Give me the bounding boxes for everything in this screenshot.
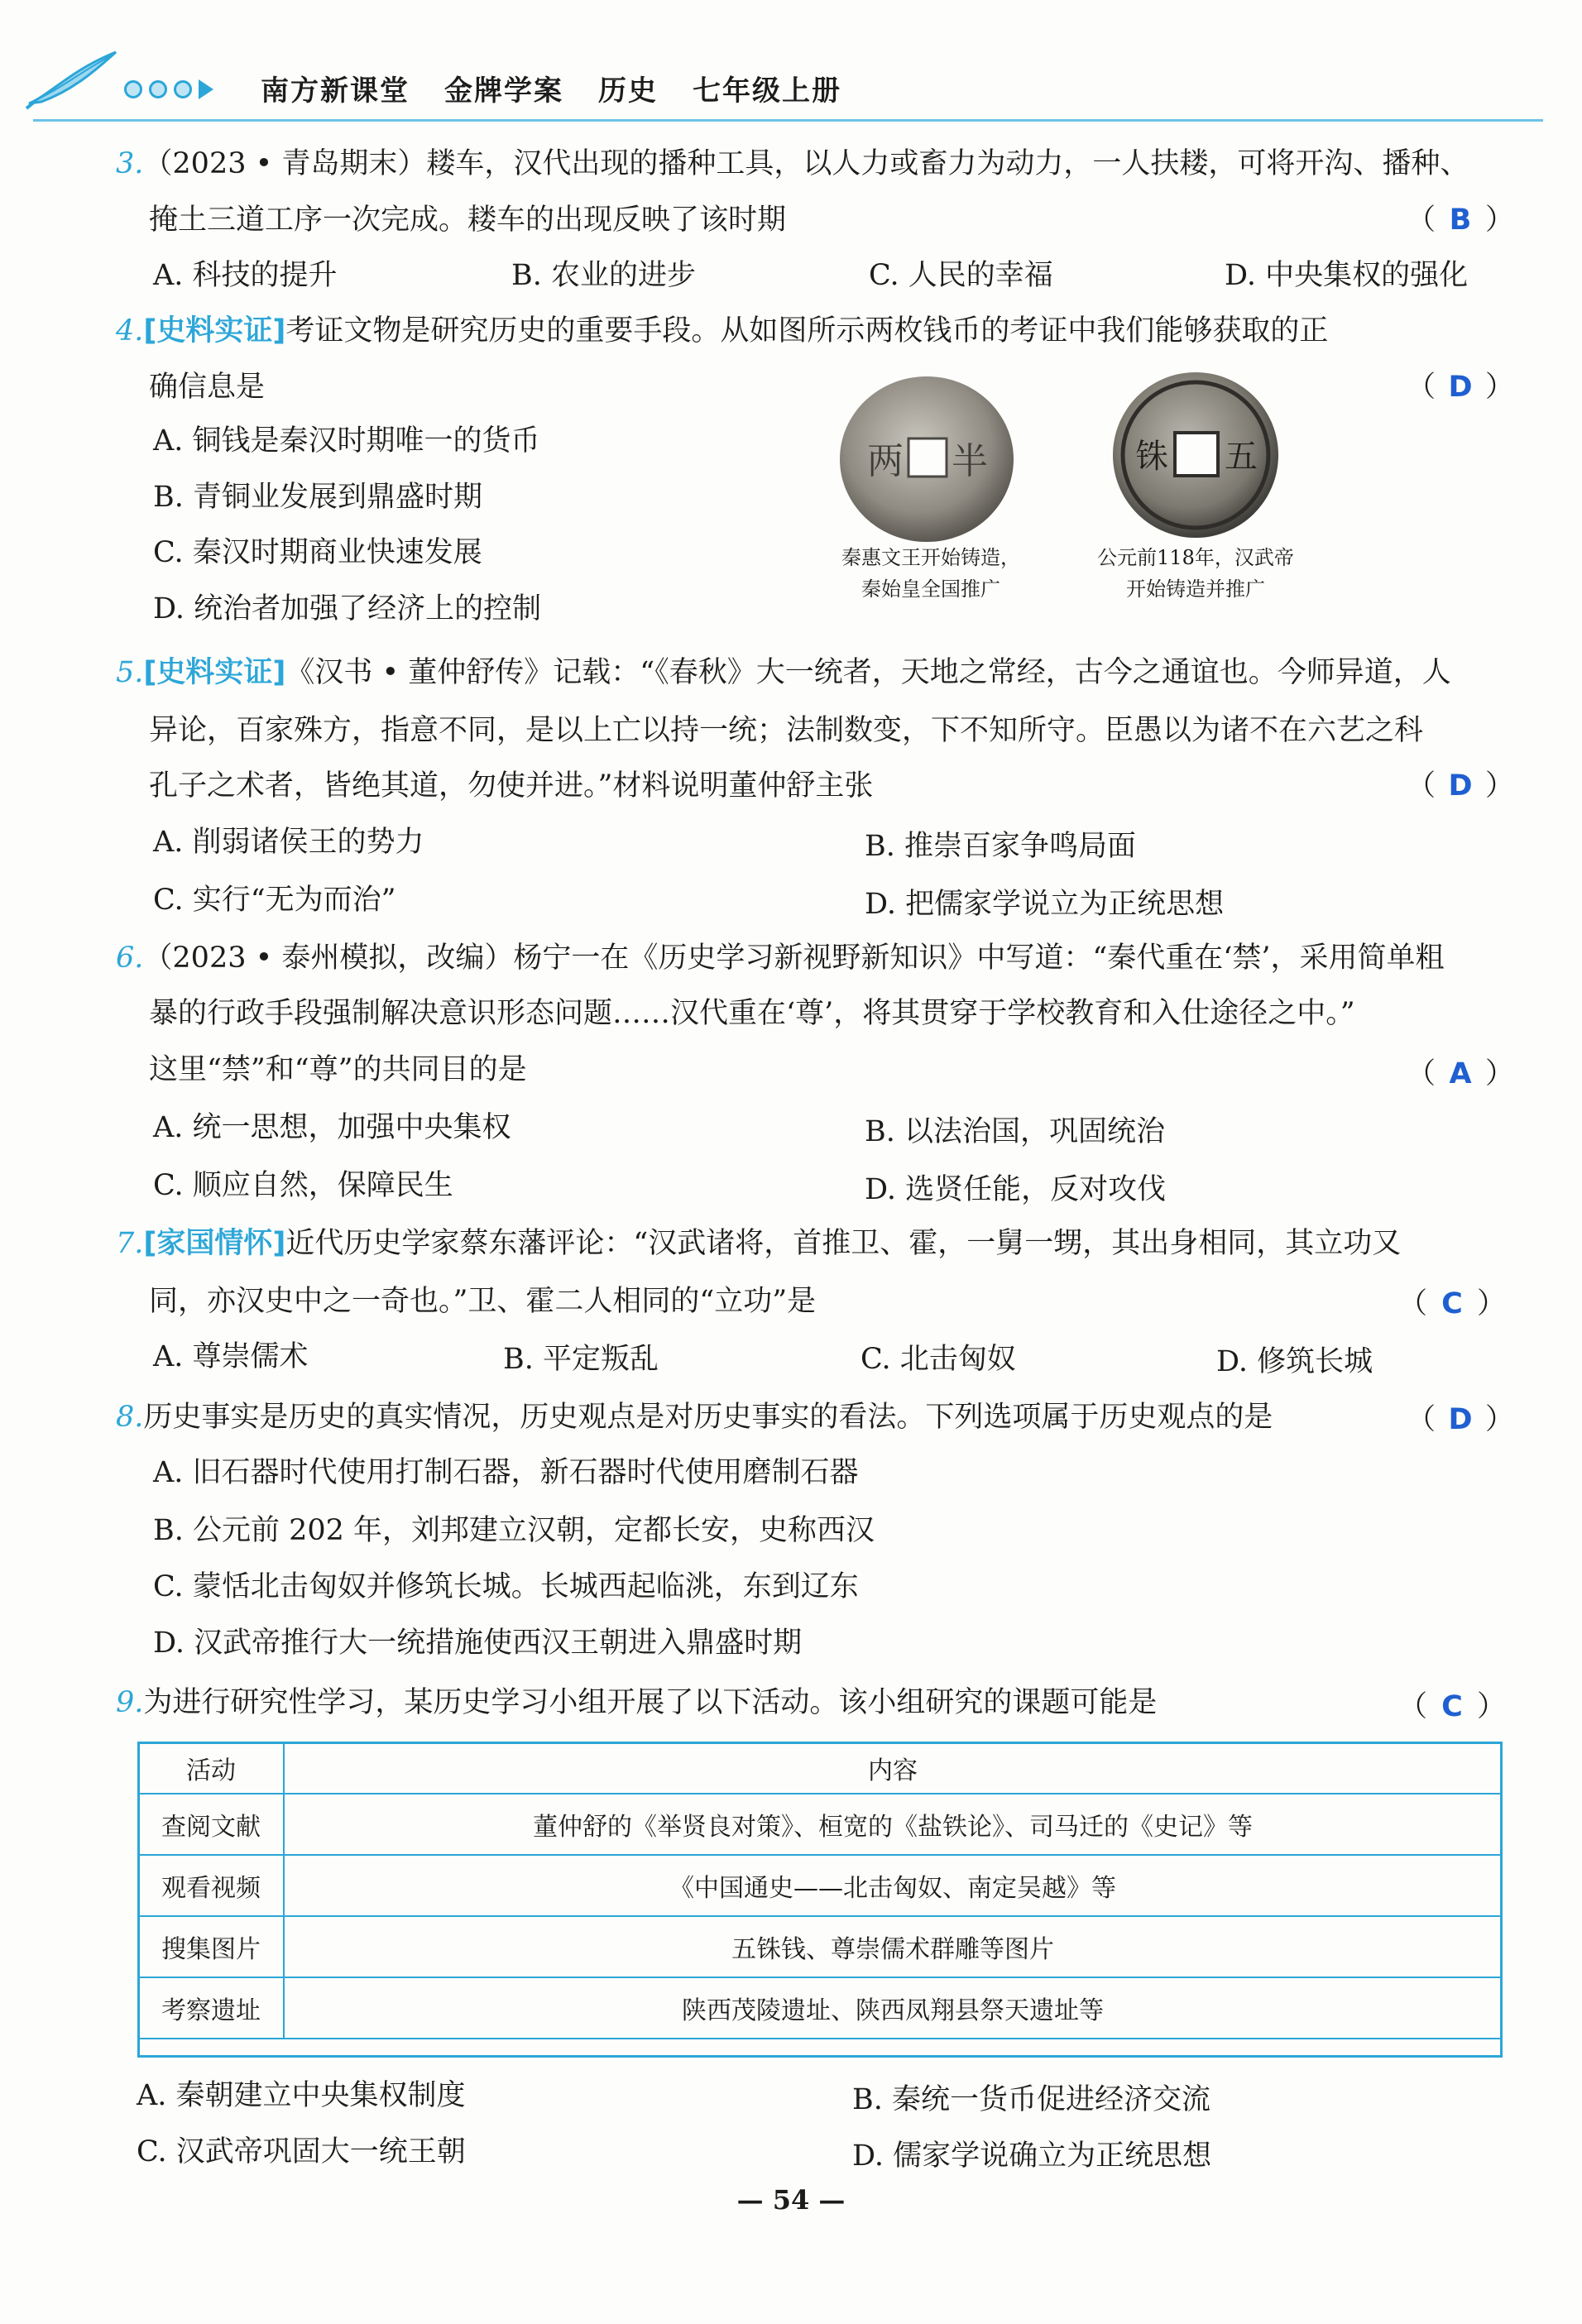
option-a: A. 削弱诸侯王的势力: [153, 826, 424, 859]
coin-caption: 公元前118年，汉武帝 开始铸造并推广: [1097, 546, 1294, 601]
option-c: C. 蒙恬北击匈奴并修筑长城。长城西起临洮，东到辽东: [153, 1570, 859, 1603]
question-number: 3.: [116, 147, 144, 180]
question-text: 这里“禁”和“尊”的共同目的是: [149, 1053, 527, 1086]
option-c: C. 汉武帝巩固大一统王朝: [137, 2135, 466, 2168]
table-cell: 考察遗址: [138, 1977, 284, 2039]
option-c: C. 人民的幸福: [869, 259, 1053, 292]
option-b: B. 农业的进步: [511, 259, 696, 292]
answer-bracket: （ B ）: [1407, 204, 1515, 237]
option-a: A. 统一思想，加强中央集权: [153, 1111, 511, 1144]
header-book: 金牌学案: [444, 74, 563, 108]
question-text: （2023 • 泰州模拟，改编）杨宁一在《历史学习新视野新知识》中写道：“秦代重在‘禁’，采用简单粗: [143, 942, 1445, 975]
answer-bracket: （ C ）: [1398, 1287, 1507, 1320]
option-a: A. 尊崇儒术: [153, 1340, 309, 1373]
question-number: 6.: [116, 942, 144, 975]
question-text: 暴的行政手段强制解决意识形态问题……汉代重在‘尊’，将其贯穿于学校教育和入仕途径之中。”: [149, 997, 1355, 1030]
question-text: 孔子之术者，皆绝其道，勿使并进。”材料说明董仲舒主张: [149, 769, 874, 803]
answer-bracket: （ A ）: [1407, 1057, 1515, 1090]
answer-value: B: [1449, 204, 1472, 237]
question-number: 4.: [116, 314, 144, 347]
option-a: A. 铜钱是秦汉时期唯一的货币: [153, 424, 540, 458]
table-row: [138, 1855, 1502, 1916]
header-grade: 七年级上册: [693, 74, 841, 108]
question-text: 历史事实是历史的真实情况，历史观点是对历史事实的看法。下列选项属于历史观点的是: [143, 1401, 1273, 1434]
header-divider: [33, 119, 1543, 122]
ban-liang-coin-image: [836, 372, 1018, 546]
question-text: 掩土三道工序一次完成。耧车的出现反映了该时期: [149, 204, 787, 237]
option-c: C. 秦汉时期商业快速发展: [153, 536, 482, 569]
option-a: A. 秦朝建立中央集权制度: [137, 2079, 466, 2112]
header-series: 南方新课堂: [261, 74, 410, 108]
option-b: B. 公元前 202 年，刘邦建立汉朝，定都长安，史称西汉: [153, 1514, 875, 1547]
table-row: [138, 1977, 1502, 2039]
table-cell: 搜集图片: [138, 1916, 284, 1977]
answer-value: D: [1448, 1403, 1473, 1436]
question-text: 确信息是: [149, 371, 266, 404]
table-cell: 董仲舒的《举贤良对策》、桓宽的《盐铁论》、司马迁的《史记》等: [284, 1794, 1502, 1855]
question-text: 为进行研究性学习，某历史学习小组开展了以下活动。该小组研究的课题可能是: [143, 1686, 1158, 1719]
question-number: 7.: [116, 1227, 144, 1260]
table-cell: 观看视频: [138, 1855, 284, 1916]
answer-bracket: （ D ）: [1407, 371, 1515, 404]
coin-glyph: 铢: [1135, 438, 1168, 476]
answer-value: C: [1441, 1690, 1463, 1723]
page-header: [0, 0, 1582, 124]
table-header-row: [138, 1742, 1502, 1794]
dot-icon: [149, 80, 167, 98]
option-d: D. 修筑长城: [1216, 1345, 1373, 1378]
question-text: 考证文物是研究历史的重要手段。从如图所示两枚钱币的考证中我们能够获取的正: [285, 314, 1329, 347]
question-tag: [史料实证]: [143, 314, 286, 347]
option-d: D. 选贤任能，反对攻伐: [865, 1173, 1167, 1206]
coin-glyph: 半: [952, 440, 988, 482]
option-d: D. 统治者加强了经济上的控制: [153, 592, 542, 625]
coin-glyph: 五: [1225, 438, 1258, 476]
table-cell: 查阅文献: [138, 1794, 284, 1855]
question-number: 8.: [116, 1401, 144, 1434]
arrow-icon: [199, 79, 213, 99]
coin-caption: 秦惠文王开始铸造， 秦始皇全国推广: [841, 546, 1020, 601]
header-dots: [124, 79, 213, 99]
question-text: 异论，百家殊方，指意不同，是以上亡以持一统；法制数变，下不知所守。臣愚以为诸不在六艺之科: [149, 714, 1424, 747]
option-c: C. 北击匈奴: [861, 1343, 1016, 1376]
answer-bracket: （ D ）: [1407, 769, 1515, 803]
table-header-cell: 内容: [284, 1742, 1502, 1794]
question-tag: [史料实证]: [143, 656, 286, 689]
dot-icon: [174, 80, 192, 98]
option-b: B. 平定叛乱: [503, 1343, 659, 1376]
header-subject: 历史: [598, 74, 658, 108]
option-c: C. 实行“无为而治”: [153, 884, 396, 917]
option-d: D. 中央集权的强化: [1225, 259, 1469, 292]
option-b: B. 推崇百家争鸣局面: [865, 830, 1136, 863]
table-cell: 五铢钱、尊崇儒术群雕等图片: [284, 1916, 1502, 1977]
answer-value: D: [1448, 371, 1473, 404]
answer-bracket: （ D ）: [1407, 1403, 1515, 1436]
dot-icon: [124, 80, 142, 98]
option-c: C. 顺应自然，保障民生: [153, 1169, 453, 1202]
question-text: 《汉书 • 董仲舒传》记载：“《春秋》大一统者，天地之常经，古今之通谊也。今师异道，人: [285, 656, 1451, 689]
wu-zhu-coin-image: [1109, 368, 1282, 542]
activity-table: [137, 1742, 1503, 2039]
answer-bracket: （ C ）: [1398, 1690, 1507, 1723]
option-b: B. 秦统一货币促进经济交流: [852, 2083, 1210, 2116]
option-d: D. 儒家学说确立为正统思想: [852, 2140, 1212, 2173]
page-number: — 54 —: [736, 2184, 846, 2216]
answer-value: D: [1448, 769, 1473, 803]
table-row: [138, 1916, 1502, 1977]
option-d: D. 把儒家学说立为正统思想: [865, 888, 1225, 921]
question-tag: [家国情怀]: [143, 1227, 286, 1260]
question-number: 5.: [116, 656, 144, 689]
question-text: 同，亦汉史中之一奇也。”卫、霍二人相同的“立功”是: [149, 1285, 817, 1318]
question-text: （2023 • 青岛期末）耧车，汉代出现的播种工具，以人力或畜力为动力，一人扶耧，可将开沟、播种、: [143, 147, 1469, 180]
option-a: A. 科技的提升: [153, 259, 338, 292]
table-cell: 《中国通史——北击匈奴、南定吴越》等: [284, 1855, 1502, 1916]
question-text: 近代历史学家蔡东藩评论：“汉武诸将，首推卫、霍，一舅一甥，其出身相同，其立功又: [285, 1227, 1402, 1260]
option-b: B. 青铜业发展到鼎盛时期: [153, 481, 482, 514]
header-title: [261, 68, 876, 108]
option-d: D. 汉武帝推行大一统措施使西汉王朝进入鼎盛时期: [153, 1627, 803, 1660]
answer-value: A: [1449, 1057, 1472, 1090]
coin-glyph: 两: [867, 440, 904, 482]
table-cell: 陕西茂陵遗址、陕西凤翔县祭天遗址等: [284, 1977, 1502, 2039]
table-header-cell: 活动: [138, 1742, 284, 1794]
option-a: A. 旧石器时代使用打制石器，新石器时代使用磨制石器: [153, 1456, 859, 1489]
table-row: [138, 1794, 1502, 1855]
feather-pen-icon: [25, 46, 124, 112]
answer-value: C: [1441, 1287, 1463, 1320]
option-b: B. 以法治国，巩固统治: [865, 1115, 1165, 1148]
question-number: 9.: [116, 1686, 144, 1719]
